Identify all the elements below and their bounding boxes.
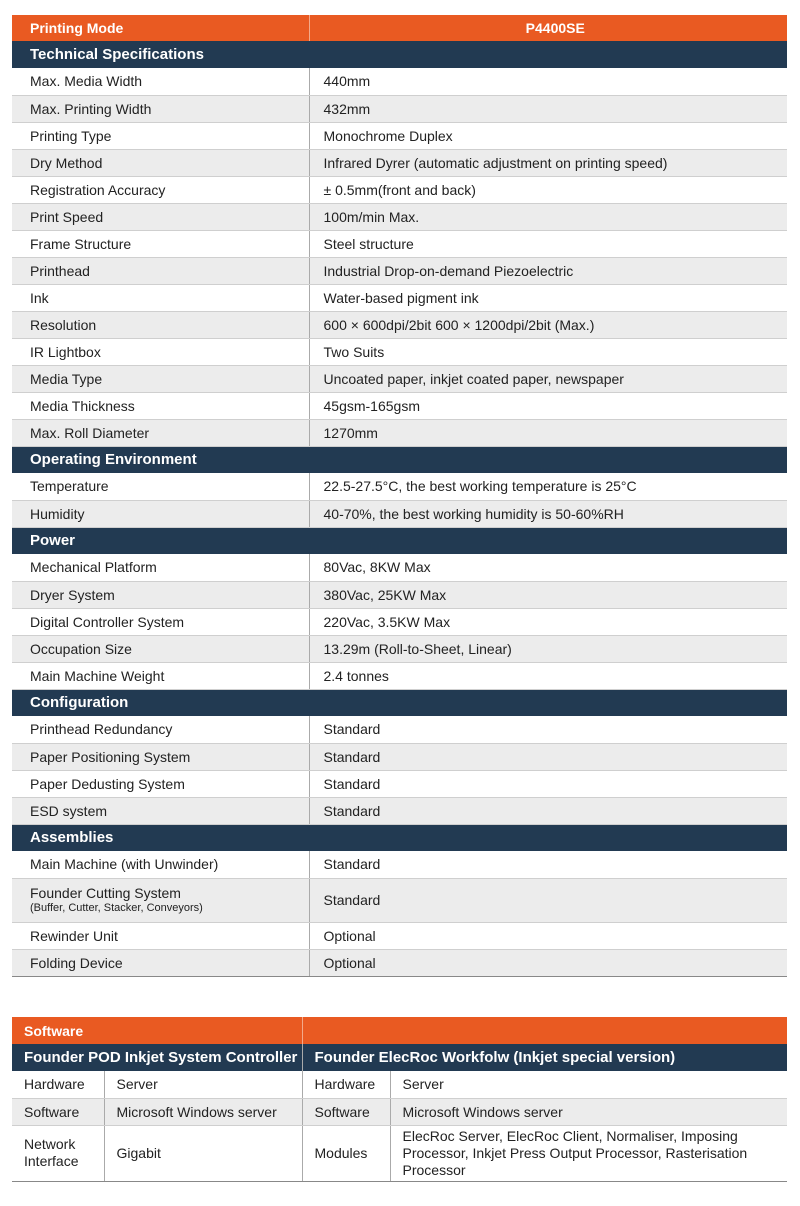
spec-label [12,608,309,635]
spec-value: 380Vac, 25KW Max [309,581,787,608]
spec-row [12,365,787,392]
spec-label-text: Dry Method [30,154,103,171]
section-header [12,824,787,851]
spec-label-text: Printhead [30,262,90,279]
model-name: P4400SE [309,15,787,41]
spec-label-text: Printing Type [30,127,112,144]
spec-row [12,176,787,203]
spec-value: 440mm [309,68,787,95]
spec-row [12,95,787,122]
spec-label [12,419,309,446]
spec-label-text: Media Type [30,370,103,387]
spec-value: 2.4 tonnes [309,662,787,689]
spec-row [12,473,787,500]
spec-label-text: Rewinder Unit [30,927,118,944]
spec-label-text: Paper Dedusting System [30,775,185,792]
spec-label-sub: (Buffer, Cutter, Stacker, Conveyors) [30,902,203,914]
spec-label-text: Dryer System [30,586,115,603]
spec-label [12,230,309,257]
spec-label-text: Temperature [30,478,109,495]
spec-label-text: Ink [30,289,49,306]
spec-row [12,581,787,608]
spec-label [12,122,309,149]
spec-value: Two Suits [309,338,787,365]
spec-label-text: Main Machine Weight [30,667,165,684]
spec-value: Optional [309,922,787,949]
spec-label [12,311,309,338]
section-title: Operating Environment [12,446,787,473]
spec-value: Standard [309,743,787,770]
spec-label [12,949,309,976]
spec-label [12,878,309,922]
spec-row [12,635,787,662]
software-value: Server [390,1071,787,1098]
spec-label-text: Print Speed [30,208,104,225]
spec-label-text: Frame Structure [30,235,132,252]
spec-label [12,203,309,230]
software-label: Network Interface [12,1125,104,1181]
spec-label-text: Digital Controller System [30,613,185,630]
spec-value: Standard [309,716,787,743]
spec-label [12,770,309,797]
spec-value: Uncoated paper, inkjet coated paper, newspaper [309,365,787,392]
spec-value: 432mm [309,95,787,122]
software-row [12,1071,787,1098]
software-title: Software [12,1017,302,1044]
spec-value: ± 0.5mm(front and back) [309,176,787,203]
spec-row [12,392,787,419]
spec-value: 13.29m (Roll-to-Sheet, Linear) [309,635,787,662]
spec-label-text: Mechanical Platform [30,559,157,576]
software-value: Server [104,1071,302,1098]
spec-label-text: Media Thickness [30,397,135,414]
spec-value: Standard [309,770,787,797]
section-header [12,41,787,68]
spec-label [12,851,309,878]
spec-label [12,581,309,608]
spec-label [12,338,309,365]
spec-value: Water-based pigment ink [309,284,787,311]
spec-row [12,770,787,797]
header-row [12,15,787,41]
section-title: Technical Specifications [12,41,787,68]
spec-label [12,662,309,689]
section-header [12,446,787,473]
spec-row [12,922,787,949]
spec-row [12,662,787,689]
software-title-row [12,1017,787,1044]
spec-row [12,419,787,446]
spec-label-text: Main Machine (with Unwinder) [30,856,219,873]
pod-controller-heading: Founder POD Inkjet System Controller [12,1044,302,1071]
section-header [12,689,787,716]
spec-row [12,949,787,976]
spec-row [12,149,787,176]
section-title: Configuration [12,689,787,716]
spec-row [12,311,787,338]
spec-value: 220Vac, 3.5KW Max [309,608,787,635]
spec-row [12,257,787,284]
spec-label-text: Paper Positioning System [30,748,191,765]
spec-row [12,230,787,257]
spec-label [12,95,309,122]
spec-row [12,797,787,824]
spec-row [12,500,787,527]
spec-value: Steel structure [309,230,787,257]
spec-label-text: Folding Device [30,954,123,971]
software-value: Gigabit [104,1125,302,1181]
spec-value: Industrial Drop-on-demand Piezoelectric [309,257,787,284]
spec-row [12,878,787,922]
spec-value: Optional [309,949,787,976]
spec-label [12,716,309,743]
spec-label [12,500,309,527]
software-row [12,1125,787,1181]
spec-value: 22.5-27.5°C, the best working temperature is 25°C [309,473,787,500]
spec-label-text: Humidity [30,505,85,522]
spec-value: 45gsm-165gsm [309,392,787,419]
spec-label-text: Printhead Redundancy [30,721,173,738]
spec-label [12,392,309,419]
spec-label-text: Max. Media Width [30,73,143,90]
spec-row [12,284,787,311]
spec-label [12,176,309,203]
spec-label [12,284,309,311]
spec-label [12,635,309,662]
spec-label [12,365,309,392]
spec-value: Standard [309,851,787,878]
spec-label-text: Max. Printing Width [30,100,152,117]
section-title: Power [12,527,787,554]
spec-label-text: IR Lightbox [30,343,101,360]
spec-label [12,68,309,95]
spec-value: 80Vac, 8KW Max [309,554,787,581]
spec-value: Standard [309,878,787,922]
spec-label-text: Founder Cutting System [30,885,181,901]
spec-value: 600 × 600dpi/2bit 600 × 1200dpi/2bit (Max.) [309,311,787,338]
spec-value: Infrared Dyrer (automatic adjustment on printing speed) [309,149,787,176]
software-value: Microsoft Windows server [104,1098,302,1125]
spec-row [12,554,787,581]
spec-value: Monochrome Duplex [309,122,787,149]
software-heading-row [12,1044,787,1071]
spec-label [12,149,309,176]
spec-label-text: Registration Accuracy [30,181,166,198]
section-header [12,527,787,554]
spec-table [12,15,787,977]
spec-label [12,922,309,949]
spec-value: 100m/min Max. [309,203,787,230]
spec-label [12,743,309,770]
spec-row [12,608,787,635]
software-value: Microsoft Windows server [390,1098,787,1125]
spec-label [12,257,309,284]
spec-row [12,716,787,743]
software-value: ElecRoc Server, ElecRoc Client, Normaliser, Imposing Processor, Inkjet Press Output Processor, Rasterisation Processor [390,1125,787,1181]
software-label: Software [12,1098,104,1125]
spec-row [12,122,787,149]
software-label: Hardware [12,1071,104,1098]
spec-row [12,68,787,95]
spec-table-body [12,15,787,976]
spec-label-text: Occupation Size [30,640,132,657]
spec-label-text: ESD system [30,802,108,819]
software-label: Software [302,1098,390,1125]
software-row [12,1098,787,1125]
software-table [12,1017,787,1182]
spec-value: 1270mm [309,419,787,446]
section-title: Assemblies [12,824,787,851]
spec-label-text: Max. Roll Diameter [30,424,150,441]
spec-value: 40-70%, the best working humidity is 50-60%RH [309,500,787,527]
spec-label [12,473,309,500]
spec-label [12,797,309,824]
spec-row [12,338,787,365]
software-label: Hardware [302,1071,390,1098]
elecroc-heading: Founder ElecRoc Workfolw (Inkjet special version) [302,1044,787,1071]
spec-label-text: Resolution [30,316,97,333]
spec-row [12,743,787,770]
printing-mode-label: Printing Mode [12,15,309,41]
spec-value: Standard [309,797,787,824]
spec-row [12,203,787,230]
spec-label [12,554,309,581]
spec-row [12,851,787,878]
software-label: Modules [302,1125,390,1181]
software-title-spacer [302,1017,787,1044]
